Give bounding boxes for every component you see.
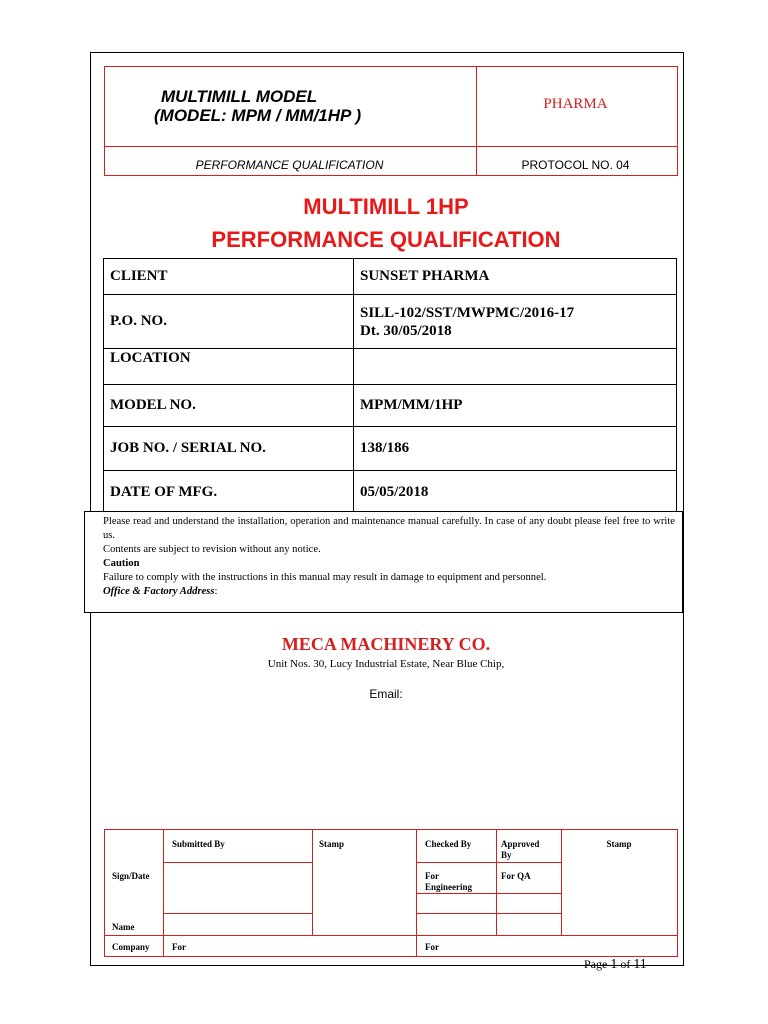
info-label: P.O. NO.	[104, 295, 354, 349]
stamp-label: Stamp	[606, 839, 632, 849]
grid-line	[105, 935, 677, 936]
office-address-label: Office & Factory Address	[103, 586, 215, 597]
approved-by-line1: Approved	[501, 839, 540, 849]
for-qa-label: For QA	[501, 871, 531, 881]
grid-line	[416, 862, 561, 863]
info-label: MODEL NO.	[104, 385, 354, 427]
equipment-info-table	[103, 258, 677, 515]
info-value: SUNSET PHARMA	[354, 259, 677, 295]
table-row	[104, 259, 677, 295]
header-divider	[105, 146, 677, 147]
info-value: 05/05/2018	[354, 471, 677, 515]
grid-line	[163, 913, 312, 914]
grid-line	[416, 913, 561, 914]
stamp-label: Stamp	[319, 839, 345, 849]
table-row	[104, 349, 677, 385]
info-value: 138/186	[354, 427, 677, 471]
for-engineering-line1: For	[425, 871, 439, 881]
office-address-line	[103, 585, 675, 599]
document-title-2: PERFORMANCE QUALIFICATION	[211, 227, 561, 252]
grid-line	[496, 830, 497, 935]
info-value-cell	[354, 295, 677, 349]
company-for-left: For	[172, 942, 186, 952]
signoff-table	[104, 829, 678, 957]
info-label: CLIENT	[104, 259, 354, 295]
table-row	[104, 427, 677, 471]
checked-by-label: Checked By	[425, 839, 472, 849]
page-word: Page	[584, 957, 611, 971]
document-title: MULTIMILL 1HP	[303, 194, 469, 219]
model-title: MULTIMILL MODEL	[161, 87, 318, 106]
notice-box	[84, 511, 683, 613]
caution-heading: Caution	[103, 558, 140, 569]
for-engineering-line2: Engineering	[425, 882, 473, 892]
for-engineering-label	[425, 871, 472, 893]
revision-note: Contents are subject to revision without any notice.	[103, 544, 321, 555]
info-value	[354, 349, 677, 385]
table-row	[104, 471, 677, 515]
page-current: 1	[610, 957, 618, 972]
table-row	[104, 385, 677, 427]
name-label: Name	[112, 922, 135, 932]
model-subtitle: (MODEL: MPM / MM/1HP )	[154, 106, 362, 125]
info-label: JOB NO. / SERIAL NO.	[104, 427, 354, 471]
manufacturer-name: MECA MACHINERY CO.	[281, 634, 491, 654]
notice-paragraph: Please read and understand the installation, operation and maintenance manual carefully. In case of any doubt please feel free to write us.	[103, 516, 675, 541]
protocol-number: PROTOCOL NO. 04	[521, 158, 630, 172]
grid-line	[312, 830, 313, 935]
grid-line	[416, 893, 561, 894]
caution-text: Failure to comply with the instructions in this manual may result in damage to equipment and personnel.	[103, 572, 547, 583]
info-value: MPM/MM/1HP	[354, 385, 677, 427]
header-company: PHARMA	[543, 96, 608, 112]
approved-by-line2: By	[501, 850, 512, 860]
info-value-date: Dt. 30/05/2018	[360, 322, 452, 339]
approved-by-label	[501, 839, 539, 861]
submitted-by-label: Submitted By	[172, 839, 225, 849]
company-label: Company	[112, 942, 150, 952]
table-row	[104, 295, 677, 349]
company-for-right: For	[425, 942, 439, 952]
info-value: SILL-102/SST/MWPMC/2016-17	[360, 304, 575, 321]
manufacturer-email: Email:	[369, 687, 403, 701]
info-label: LOCATION	[104, 349, 354, 385]
grid-line	[163, 862, 312, 863]
info-label: DATE OF MFG.	[104, 471, 354, 515]
grid-line	[163, 830, 164, 956]
office-address-colon: :	[214, 586, 218, 597]
page-of: of	[617, 957, 634, 971]
header-document-type: PERFORMANCE QUALIFICATION	[195, 158, 384, 172]
page-number	[584, 957, 647, 973]
page-total: 11	[633, 957, 647, 972]
manufacturer-address: Unit Nos. 30, Lucy Industrial Estate, Near Blue Chip,	[267, 658, 505, 670]
sign-date-label: Sign/Date	[112, 871, 150, 881]
